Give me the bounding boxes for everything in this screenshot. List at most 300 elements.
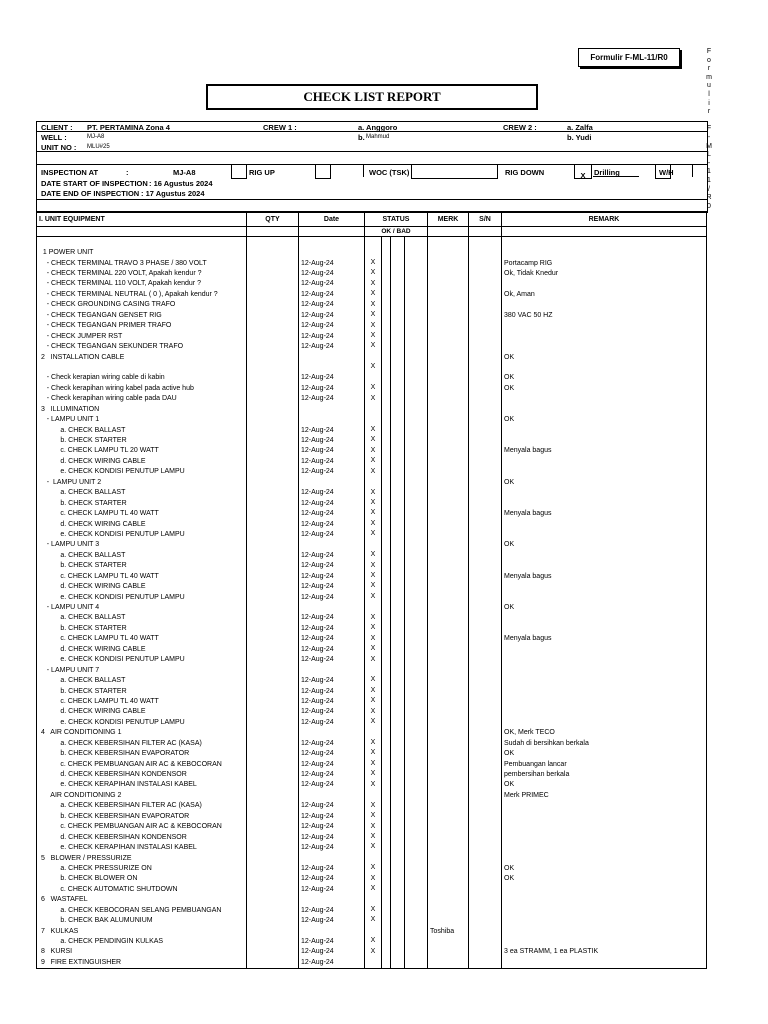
bad-checkbox[interactable] bbox=[390, 414, 405, 424]
ok-checkbox[interactable] bbox=[365, 895, 382, 905]
ok-checkbox[interactable]: X bbox=[365, 279, 382, 289]
ok-checkbox[interactable]: X bbox=[365, 571, 382, 581]
bad-checkbox[interactable] bbox=[390, 863, 405, 873]
ok-checkbox[interactable]: X bbox=[365, 717, 382, 727]
ok-checkbox[interactable]: X bbox=[365, 258, 382, 268]
bad-checkbox[interactable] bbox=[390, 613, 405, 623]
bad-checkbox[interactable] bbox=[390, 895, 405, 905]
ok-checkbox[interactable]: X bbox=[365, 383, 382, 393]
row-sn bbox=[469, 373, 502, 383]
row-remark bbox=[502, 696, 707, 706]
vertical-char: - bbox=[707, 133, 711, 141]
ok-checkbox[interactable] bbox=[365, 853, 382, 863]
rigdown-checkbox[interactable] bbox=[574, 164, 592, 179]
table-row bbox=[37, 947, 707, 957]
ok-checkbox[interactable]: X bbox=[365, 655, 382, 665]
ok-checkbox[interactable]: X bbox=[365, 613, 382, 623]
vertical-char: i bbox=[708, 99, 710, 107]
row-qty bbox=[247, 655, 299, 665]
row-item: b. CHECK STARTER bbox=[37, 498, 247, 508]
ok-checkbox[interactable]: X bbox=[365, 905, 382, 915]
bad-checkbox[interactable] bbox=[390, 247, 405, 257]
row-merk bbox=[428, 247, 469, 257]
ok-checkbox[interactable]: X bbox=[365, 310, 382, 320]
row-item bbox=[37, 237, 247, 248]
bad-checkbox[interactable] bbox=[390, 498, 405, 508]
bad-checkbox[interactable] bbox=[390, 947, 405, 957]
ok-checkbox[interactable]: X bbox=[365, 884, 382, 894]
table-row bbox=[37, 373, 707, 383]
row-qty bbox=[247, 394, 299, 404]
table-row bbox=[37, 488, 707, 498]
row-status bbox=[365, 435, 428, 445]
table-row bbox=[37, 655, 707, 665]
bad-checkbox[interactable] bbox=[390, 675, 405, 685]
row-remark bbox=[502, 425, 707, 435]
ok-checkbox[interactable]: X bbox=[365, 488, 382, 498]
row-qty bbox=[247, 801, 299, 811]
row-merk bbox=[428, 540, 469, 550]
row-merk bbox=[428, 456, 469, 466]
row-qty bbox=[247, 905, 299, 915]
row-merk bbox=[428, 769, 469, 779]
bad-checkbox[interactable] bbox=[390, 853, 405, 863]
ok-checkbox[interactable]: X bbox=[365, 362, 382, 372]
row-qty bbox=[247, 477, 299, 487]
ok-checkbox[interactable]: X bbox=[365, 738, 382, 748]
drilling-label: Drilling bbox=[594, 168, 620, 177]
row-item: e. CHECK KONDISI PENUTUP LAMPU bbox=[37, 529, 247, 539]
row-date: 12-Aug-24 bbox=[299, 936, 365, 946]
bad-checkbox[interactable] bbox=[390, 258, 405, 268]
row-remark bbox=[502, 550, 707, 560]
ok-checkbox[interactable]: X bbox=[365, 529, 382, 539]
ok-checkbox[interactable] bbox=[365, 247, 382, 257]
bad-checkbox[interactable] bbox=[390, 769, 405, 779]
bad-checkbox[interactable] bbox=[390, 602, 405, 612]
row-status bbox=[365, 550, 428, 560]
row-sn bbox=[469, 801, 502, 811]
row-status bbox=[365, 540, 428, 550]
row-sn bbox=[469, 561, 502, 571]
row-item: a. CHECK BALLAST bbox=[37, 550, 247, 560]
ok-checkbox[interactable]: X bbox=[365, 508, 382, 518]
ok-checkbox[interactable]: X bbox=[365, 686, 382, 696]
row-status bbox=[365, 508, 428, 518]
row-remark bbox=[502, 801, 707, 811]
row-item: a. CHECK KEBOCORAN SELANG PEMBUANGAN bbox=[37, 905, 247, 915]
bad-checkbox[interactable] bbox=[390, 279, 405, 289]
bad-checkbox[interactable] bbox=[390, 728, 405, 738]
row-qty bbox=[247, 707, 299, 717]
col-status-sub: OK / BAD bbox=[365, 227, 428, 237]
bad-checkbox[interactable] bbox=[390, 289, 405, 299]
row-item: a. CHECK BALLAST bbox=[37, 425, 247, 435]
row-merk bbox=[428, 446, 469, 456]
row-item: - CHECK GROUNDING CASING TRAFO bbox=[37, 300, 247, 310]
row-merk bbox=[428, 581, 469, 591]
ok-checkbox[interactable] bbox=[365, 957, 382, 967]
row-remark: OK bbox=[502, 748, 707, 758]
row-merk bbox=[428, 383, 469, 393]
bad-checkbox[interactable] bbox=[390, 435, 405, 445]
bad-checkbox[interactable] bbox=[390, 801, 405, 811]
row-date bbox=[299, 237, 365, 248]
ok-checkbox[interactable]: X bbox=[365, 780, 382, 790]
ok-checkbox[interactable]: X bbox=[365, 822, 382, 832]
bad-checkbox[interactable] bbox=[390, 581, 405, 591]
row-remark: 380 VAC 50 HZ bbox=[502, 310, 707, 320]
row-merk bbox=[428, 822, 469, 832]
row-qty bbox=[247, 310, 299, 320]
row-remark: OK bbox=[502, 863, 707, 873]
row-sn bbox=[469, 853, 502, 863]
bad-checkbox[interactable] bbox=[390, 822, 405, 832]
table-row bbox=[37, 561, 707, 571]
row-merk bbox=[428, 289, 469, 299]
row-item bbox=[37, 362, 247, 372]
ok-checkbox[interactable]: X bbox=[365, 394, 382, 404]
table-row bbox=[37, 675, 707, 685]
page-title: CHECK LIST REPORT bbox=[206, 84, 538, 110]
bad-checkbox[interactable] bbox=[390, 707, 405, 717]
row-date bbox=[299, 728, 365, 738]
bad-checkbox[interactable] bbox=[390, 634, 405, 644]
bad-checkbox[interactable] bbox=[390, 352, 405, 362]
bad-checkbox[interactable] bbox=[390, 456, 405, 466]
row-remark bbox=[502, 300, 707, 310]
row-remark bbox=[502, 853, 707, 863]
row-item: b. CHECK KEBERSIHAN EVAPORATOR bbox=[37, 748, 247, 758]
row-sn bbox=[469, 895, 502, 905]
row-date: 12-Aug-24 bbox=[299, 780, 365, 790]
ok-checkbox[interactable]: X bbox=[365, 425, 382, 435]
table-row bbox=[37, 936, 707, 946]
row-date: 12-Aug-24 bbox=[299, 769, 365, 779]
row-date: 12-Aug-24 bbox=[299, 581, 365, 591]
ok-checkbox[interactable] bbox=[365, 540, 382, 550]
row-status bbox=[365, 258, 428, 268]
bad-checkbox[interactable] bbox=[390, 915, 405, 925]
row-item: a. CHECK PRESSURIZE ON bbox=[37, 863, 247, 873]
ok-checkbox[interactable] bbox=[365, 926, 382, 936]
ok-checkbox[interactable]: X bbox=[365, 467, 382, 477]
row-item: - CHECK TEGANGAN GENSET RIG bbox=[37, 310, 247, 320]
row-status bbox=[365, 404, 428, 414]
row-remark bbox=[502, 362, 707, 372]
ok-checkbox[interactable]: X bbox=[365, 331, 382, 341]
row-qty bbox=[247, 769, 299, 779]
ok-checkbox[interactable] bbox=[365, 404, 382, 414]
row-qty bbox=[247, 790, 299, 800]
row-item: a. CHECK BALLAST bbox=[37, 675, 247, 685]
bad-checkbox[interactable] bbox=[390, 655, 405, 665]
bad-checkbox[interactable] bbox=[390, 644, 405, 654]
ok-checkbox[interactable]: X bbox=[365, 769, 382, 779]
bad-checkbox[interactable] bbox=[390, 529, 405, 539]
ok-checkbox[interactable]: X bbox=[365, 435, 382, 445]
bad-checkbox[interactable] bbox=[390, 748, 405, 758]
ok-checkbox[interactable]: X bbox=[365, 915, 382, 925]
ok-checkbox[interactable]: X bbox=[365, 675, 382, 685]
row-sn bbox=[469, 310, 502, 320]
bad-checkbox[interactable] bbox=[390, 341, 405, 351]
row-status bbox=[365, 613, 428, 623]
row-remark bbox=[502, 529, 707, 539]
row-remark bbox=[502, 895, 707, 905]
row-item: a. CHECK KEBERSIHAN FILTER AC (KASA) bbox=[37, 801, 247, 811]
row-remark bbox=[502, 498, 707, 508]
row-remark bbox=[502, 811, 707, 821]
row-date: 12-Aug-24 bbox=[299, 321, 365, 331]
row-item: - CHECK TERMINAL NEUTRAL ( 0 ), Apakah kendur ? bbox=[37, 289, 247, 299]
row-item: 6 WASTAFEL bbox=[37, 895, 247, 905]
vertical-char: F bbox=[706, 48, 712, 55]
bad-checkbox[interactable] bbox=[390, 686, 405, 696]
row-status bbox=[365, 247, 428, 257]
row-remark: 3 ea STRAMM, 1 ea PLASTIK bbox=[502, 947, 707, 957]
table-row bbox=[37, 529, 707, 539]
bad-checkbox[interactable] bbox=[390, 738, 405, 748]
ok-checkbox[interactable]: X bbox=[365, 863, 382, 873]
bad-checkbox[interactable] bbox=[390, 717, 405, 727]
bad-checkbox[interactable] bbox=[390, 383, 405, 393]
row-sn bbox=[469, 300, 502, 310]
ok-checkbox[interactable]: X bbox=[365, 936, 382, 946]
table-row bbox=[37, 435, 707, 445]
row-item: 8 KURSI bbox=[37, 947, 247, 957]
bad-checkbox[interactable] bbox=[390, 874, 405, 884]
row-remark: OK bbox=[502, 477, 707, 487]
row-qty bbox=[247, 936, 299, 946]
ok-checkbox[interactable]: X bbox=[365, 759, 382, 769]
row-item: AIR CONDITIONING 2 bbox=[37, 790, 247, 800]
bad-checkbox[interactable] bbox=[390, 957, 405, 967]
ok-checkbox[interactable]: X bbox=[365, 581, 382, 591]
row-status bbox=[365, 717, 428, 727]
bad-checkbox[interactable] bbox=[390, 550, 405, 560]
ok-checkbox[interactable]: X bbox=[365, 289, 382, 299]
row-merk bbox=[428, 780, 469, 790]
vertical-char: L bbox=[707, 151, 711, 159]
row-item: e. CHECK KONDISI PENUTUP LAMPU bbox=[37, 467, 247, 477]
vertical-char: l bbox=[708, 90, 710, 98]
bad-checkbox[interactable] bbox=[390, 425, 405, 435]
row-date: 12-Aug-24 bbox=[299, 717, 365, 727]
row-sn bbox=[469, 508, 502, 518]
bad-checkbox[interactable] bbox=[390, 665, 405, 675]
bad-checkbox[interactable] bbox=[390, 477, 405, 487]
row-item: e. CHECK KONDISI PENUTUP LAMPU bbox=[37, 655, 247, 665]
row-qty bbox=[247, 623, 299, 633]
row-status bbox=[365, 289, 428, 299]
ok-checkbox[interactable]: X bbox=[365, 707, 382, 717]
ok-checkbox[interactable]: X bbox=[365, 832, 382, 842]
row-sn bbox=[469, 331, 502, 341]
row-qty bbox=[247, 832, 299, 842]
bad-checkbox[interactable] bbox=[390, 373, 405, 383]
bad-checkbox[interactable] bbox=[390, 571, 405, 581]
bad-checkbox[interactable] bbox=[390, 696, 405, 706]
row-merk bbox=[428, 331, 469, 341]
ok-checkbox[interactable] bbox=[365, 665, 382, 675]
ok-checkbox[interactable] bbox=[365, 373, 382, 383]
bad-checkbox[interactable] bbox=[390, 832, 405, 842]
row-date: 12-Aug-24 bbox=[299, 811, 365, 821]
ok-checkbox[interactable]: X bbox=[365, 300, 382, 310]
ok-checkbox[interactable]: X bbox=[365, 341, 382, 351]
row-sn bbox=[469, 738, 502, 748]
row-remark: OK bbox=[502, 780, 707, 790]
row-sn bbox=[469, 268, 502, 278]
ok-checkbox[interactable] bbox=[365, 790, 382, 800]
bad-checkbox[interactable] bbox=[390, 331, 405, 341]
ok-checkbox[interactable]: X bbox=[365, 498, 382, 508]
vertical-char: 0 bbox=[707, 202, 711, 210]
row-sn bbox=[469, 519, 502, 529]
row-merk bbox=[428, 905, 469, 915]
row-item: 1 POWER UNIT bbox=[37, 247, 247, 257]
ok-checkbox[interactable] bbox=[365, 477, 382, 487]
row-sn bbox=[469, 759, 502, 769]
row-qty bbox=[247, 268, 299, 278]
bad-checkbox[interactable] bbox=[390, 780, 405, 790]
ok-checkbox[interactable] bbox=[365, 414, 382, 424]
table-row bbox=[37, 780, 707, 790]
bad-checkbox[interactable] bbox=[390, 488, 405, 498]
col-remark: REMARK bbox=[502, 212, 707, 227]
bad-checkbox[interactable] bbox=[390, 394, 405, 404]
row-qty bbox=[247, 519, 299, 529]
bad-checkbox[interactable] bbox=[390, 592, 405, 602]
ok-checkbox[interactable]: X bbox=[365, 519, 382, 529]
row-date: 12-Aug-24 bbox=[299, 508, 365, 518]
row-status bbox=[365, 300, 428, 310]
table-row bbox=[37, 352, 707, 362]
ok-checkbox[interactable]: X bbox=[365, 623, 382, 633]
row-item: c. CHECK LAMPU TL 40 WATT bbox=[37, 634, 247, 644]
bad-checkbox[interactable] bbox=[390, 561, 405, 571]
col-sn: S/N bbox=[469, 212, 502, 227]
ok-checkbox[interactable]: X bbox=[365, 268, 382, 278]
row-status bbox=[365, 644, 428, 654]
row-sn bbox=[469, 435, 502, 445]
client-value: PT. PERTAMINA Zona 4 bbox=[87, 123, 170, 132]
ok-checkbox[interactable]: X bbox=[365, 550, 382, 560]
ok-checkbox[interactable]: X bbox=[365, 456, 382, 466]
table-row bbox=[37, 748, 707, 758]
row-qty bbox=[247, 279, 299, 289]
ok-checkbox[interactable]: X bbox=[365, 644, 382, 654]
bad-checkbox[interactable] bbox=[390, 321, 405, 331]
table-row bbox=[37, 602, 707, 612]
bad-checkbox[interactable] bbox=[390, 467, 405, 477]
bad-checkbox[interactable] bbox=[390, 790, 405, 800]
bad-checkbox[interactable] bbox=[390, 362, 405, 372]
row-sn bbox=[469, 529, 502, 539]
row-date: 12-Aug-24 bbox=[299, 331, 365, 341]
ok-checkbox[interactable] bbox=[365, 728, 382, 738]
woc-checkbox[interactable] bbox=[411, 164, 498, 179]
row-date bbox=[299, 362, 365, 372]
row-sn bbox=[469, 394, 502, 404]
row-date: 12-Aug-24 bbox=[299, 822, 365, 832]
row-merk bbox=[428, 561, 469, 571]
bad-checkbox[interactable] bbox=[390, 842, 405, 852]
row-status bbox=[365, 842, 428, 852]
row-remark: Sudah di bersihkan berkala bbox=[502, 738, 707, 748]
bad-checkbox[interactable] bbox=[390, 446, 405, 456]
row-remark bbox=[502, 321, 707, 331]
row-item: e. CHECK KONDISI PENUTUP LAMPU bbox=[37, 592, 247, 602]
row-date: 12-Aug-24 bbox=[299, 832, 365, 842]
bad-checkbox[interactable] bbox=[390, 811, 405, 821]
ok-checkbox[interactable] bbox=[365, 352, 382, 362]
ok-checkbox[interactable]: X bbox=[365, 811, 382, 821]
bad-checkbox[interactable] bbox=[390, 936, 405, 946]
vertical-char: 1 bbox=[707, 168, 711, 176]
row-status bbox=[365, 769, 428, 779]
row-merk bbox=[428, 655, 469, 665]
ok-checkbox[interactable]: X bbox=[365, 592, 382, 602]
row-qty bbox=[247, 665, 299, 675]
bad-checkbox[interactable] bbox=[390, 268, 405, 278]
bad-checkbox[interactable] bbox=[390, 404, 405, 414]
row-merk bbox=[428, 352, 469, 362]
bad-checkbox[interactable] bbox=[390, 905, 405, 915]
row-qty bbox=[247, 842, 299, 852]
ok-checkbox[interactable]: X bbox=[365, 748, 382, 758]
bad-checkbox[interactable] bbox=[390, 884, 405, 894]
bad-checkbox[interactable] bbox=[390, 540, 405, 550]
bad-checkbox[interactable] bbox=[390, 623, 405, 633]
table-row bbox=[37, 425, 707, 435]
bad-checkbox[interactable] bbox=[390, 310, 405, 320]
ok-checkbox[interactable]: X bbox=[365, 634, 382, 644]
ok-checkbox[interactable]: X bbox=[365, 842, 382, 852]
row-qty bbox=[247, 748, 299, 758]
row-qty bbox=[247, 540, 299, 550]
bad-checkbox[interactable] bbox=[390, 237, 405, 247]
ok-checkbox[interactable]: X bbox=[365, 561, 382, 571]
ok-checkbox[interactable]: X bbox=[365, 874, 382, 884]
ok-checkbox[interactable]: X bbox=[365, 801, 382, 811]
row-date: 12-Aug-24 bbox=[299, 842, 365, 852]
row-item: - LAMPU UNIT 4 bbox=[37, 602, 247, 612]
row-qty bbox=[247, 383, 299, 393]
bad-checkbox[interactable] bbox=[390, 759, 405, 769]
row-merk bbox=[428, 832, 469, 842]
bad-checkbox[interactable] bbox=[390, 926, 405, 936]
bad-checkbox[interactable] bbox=[390, 519, 405, 529]
row-date: 12-Aug-24 bbox=[299, 863, 365, 873]
bad-checkbox[interactable] bbox=[390, 508, 405, 518]
row-merk bbox=[428, 613, 469, 623]
rigup-checkbox[interactable] bbox=[315, 164, 331, 179]
bad-checkbox[interactable] bbox=[390, 300, 405, 310]
ok-checkbox[interactable] bbox=[365, 602, 382, 612]
row-date bbox=[299, 926, 365, 936]
ok-checkbox[interactable]: X bbox=[365, 446, 382, 456]
ok-checkbox[interactable]: X bbox=[365, 947, 382, 957]
ok-checkbox[interactable]: X bbox=[365, 696, 382, 706]
row-sn bbox=[469, 602, 502, 612]
row-qty bbox=[247, 362, 299, 372]
row-remark: Ok, Aman bbox=[502, 289, 707, 299]
ok-checkbox[interactable]: X bbox=[365, 321, 382, 331]
ok-checkbox[interactable] bbox=[365, 237, 382, 247]
row-status bbox=[365, 915, 428, 925]
